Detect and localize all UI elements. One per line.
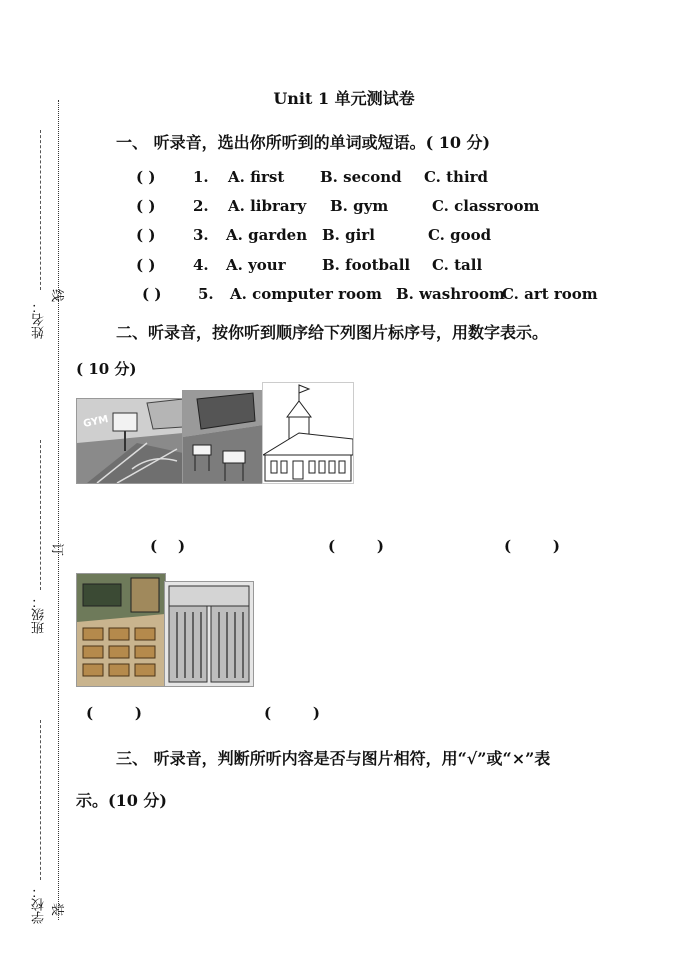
answer-blank-picture-2[interactable]: ( ) [328, 537, 384, 555]
option-b: B. washroom [396, 285, 505, 303]
option-c: C. good [428, 226, 492, 244]
classroom-desks-picture [182, 390, 264, 484]
question-row-5 [0, 285, 688, 305]
option-b: B. girl [322, 226, 375, 244]
option-b: B. football [322, 256, 411, 274]
question-number: 1. [193, 168, 209, 186]
option-a: A. first [228, 168, 285, 186]
option-a: A. computer room [230, 285, 382, 303]
answer-paren[interactable]: ( ) [142, 285, 162, 303]
section1-heading: 一、 听录音，选出你所听到的单词或短语。( 10 分) [116, 133, 491, 152]
binding-mark-zhuang: 装 [49, 902, 65, 917]
school-underline [40, 720, 41, 880]
binding-dotted-line [58, 100, 59, 920]
answer-paren[interactable]: ( ) [136, 226, 156, 244]
question-row-4 [0, 256, 688, 276]
section3-heading-line1: 三、 听录音，判断所听内容是否与图片相符，用“√”或“×”表 [116, 749, 551, 768]
answer-blank-picture-1[interactable]: ( ) [150, 537, 186, 555]
class-underline [40, 440, 41, 590]
option-c: C. tall [432, 256, 483, 274]
option-c: C. third [424, 168, 489, 186]
answer-paren[interactable]: ( ) [136, 168, 156, 186]
question-number: 5. [198, 285, 214, 303]
question-row-2 [0, 197, 688, 217]
option-b: B. second [320, 168, 402, 186]
option-a: A. library [228, 197, 307, 215]
option-a: A. your [226, 256, 286, 274]
section2-points: ( 10 分) [76, 360, 137, 378]
option-c: C. art room [502, 285, 598, 303]
washroom-picture [164, 581, 254, 687]
name-label: 姓名： [32, 300, 47, 339]
answer-paren[interactable]: ( ) [136, 256, 156, 274]
school-label: 学校： [32, 885, 47, 924]
option-b: B. gym [330, 197, 389, 215]
school-building-picture [262, 382, 354, 484]
question-row-3 [0, 226, 688, 246]
section2-heading: 二、听录音，按你听到顺序给下列图片标序号，用数字表示。 [116, 323, 549, 342]
question-number: 3. [193, 226, 209, 244]
answer-blank-picture-3[interactable]: ( ) [504, 537, 560, 555]
page-title: Unit 1 单元测试卷 [273, 89, 415, 108]
question-row-1 [0, 168, 688, 188]
question-number: 2. [193, 197, 209, 215]
gym-sign-text: GYM [82, 413, 110, 430]
gym-picture [76, 398, 184, 484]
answer-paren[interactable]: ( ) [136, 197, 156, 215]
section3-heading-line2: 示。(10 分) [76, 791, 167, 810]
answer-blank-picture-5[interactable]: ( ) [264, 704, 320, 722]
option-c: C. classroom [432, 197, 540, 215]
binding-mark-xian: 线 [49, 288, 65, 303]
option-a: A. garden [226, 226, 308, 244]
answer-blank-picture-4[interactable]: ( ) [86, 704, 142, 722]
question-number: 4. [193, 256, 209, 274]
binding-mark-ding: 订 [49, 542, 65, 557]
class-label: 班级： [32, 595, 47, 634]
classroom-picture [76, 573, 166, 687]
